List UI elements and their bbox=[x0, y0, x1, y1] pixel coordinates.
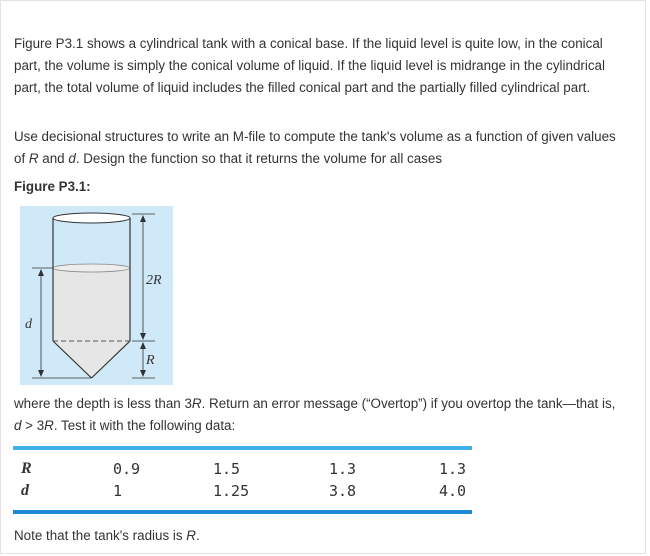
tank-figure bbox=[20, 206, 173, 385]
label-2R: 2R bbox=[146, 273, 162, 288]
var-d: d bbox=[68, 151, 76, 166]
condition-text-2: . Return an error message (“Overtop”) if you overtop the tank—that is, bbox=[201, 396, 616, 411]
table-cell: 1.5 bbox=[213, 460, 241, 478]
figure-label: Figure P3.1: bbox=[14, 179, 91, 194]
row-label: d bbox=[21, 482, 29, 499]
table-cell: 0.9 bbox=[113, 460, 141, 478]
table-cell: 1.25 bbox=[213, 482, 250, 500]
note-paragraph bbox=[14, 525, 626, 547]
row-label: R bbox=[21, 460, 32, 477]
table-bottom-rule bbox=[13, 510, 472, 514]
condition-text-3: > 3 bbox=[21, 418, 45, 433]
note-text-2: . bbox=[195, 528, 200, 543]
instruction-paragraph bbox=[14, 126, 626, 170]
table-cell: 4.0 bbox=[439, 482, 467, 500]
note-var-R: R bbox=[186, 528, 196, 543]
condition-paragraph bbox=[14, 393, 626, 437]
var-R: R bbox=[28, 151, 39, 166]
condition-var-R2: R bbox=[44, 418, 54, 433]
instruction-text-3: . Design the function so that it returns the volume for all cases bbox=[75, 151, 443, 166]
tank-top-rim bbox=[53, 213, 130, 223]
table-cell: 1 bbox=[113, 482, 123, 500]
condition-var-R: R bbox=[191, 396, 202, 411]
table-row-d bbox=[13, 482, 473, 502]
label-R: R bbox=[146, 353, 155, 368]
table-top-rule bbox=[13, 446, 472, 450]
intro-paragraph: Figure P3.1 shows a cylindrical tank with a conical base. If the liquid level is quite low, in the conical part, the volume is simply the conical volume of liquid. If the liquid level is midrange in the cylindrical part, the total volume of liquid includes the filled conical part and the partially filled cylindrical part. bbox=[14, 36, 605, 95]
instruction-text-1: Use decisional structures to write an M-file to compute the tank's volume as a function of given values of bbox=[14, 129, 616, 166]
table-cell: 3.8 bbox=[329, 482, 357, 500]
condition-text-1: where the depth is less than 3 bbox=[14, 396, 192, 411]
instruction-text-2: and bbox=[38, 151, 69, 166]
table-row-R bbox=[13, 460, 473, 480]
condition-text-4: . Test it with the following data: bbox=[53, 418, 236, 433]
table-cell: 1.3 bbox=[329, 460, 357, 478]
table-cell: 1.3 bbox=[439, 460, 467, 478]
note-text-1: Note that the tank's radius is bbox=[14, 528, 187, 543]
liquid-surface bbox=[53, 264, 130, 272]
label-d: d bbox=[25, 317, 32, 332]
condition-var-d: d bbox=[14, 418, 22, 433]
